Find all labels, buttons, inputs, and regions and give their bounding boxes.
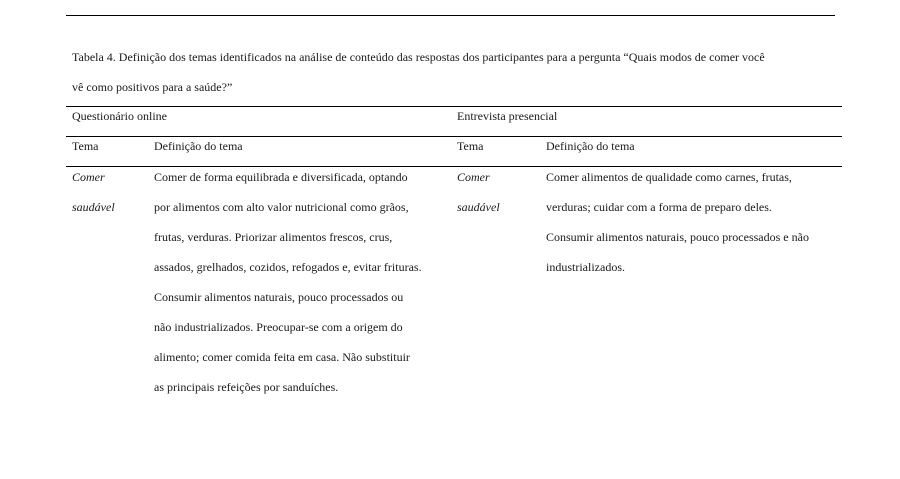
top-rule [66,15,835,16]
online-definicao-line: as principais refeições por sanduíches. [154,380,339,394]
online-definicao-line: alimento; comer comida feita em casa. Não substituir [154,350,410,364]
presencial-definicao-cell [546,162,809,282]
presencial-definicao-line: Consumir alimentos naturais, pouco processados e não [546,230,809,244]
column-header-tema-online: Tema [72,139,99,153]
column-header-definicao-online: Definição do tema [154,139,243,153]
presencial-tema-cell [457,162,500,222]
table-caption [72,42,842,102]
presencial-definicao-line: verduras; cuidar com a forma de preparo deles. [546,200,772,214]
online-definicao-line: Consumir alimentos naturais, pouco processados ou [154,290,404,304]
group-header-online: Questionário online [72,109,167,123]
column-header-definicao-presencial: Definição do tema [546,139,635,153]
presencial-definicao-line: Comer alimentos de qualidade como carnes, frutas, [546,170,792,184]
table-rule-top [66,106,842,107]
online-definicao-line: assados, grelhados, cozidos, refogados e, evitar frituras. [154,260,422,274]
online-tema-line: saudável [72,200,115,214]
group-header-presencial: Entrevista presencial [457,109,558,123]
online-definicao-line: frutas, verduras. Priorizar alimentos frescos, crus, [154,230,393,244]
online-definicao-line: por alimentos com alto valor nutricional como grãos, [154,200,409,214]
presencial-definicao-line: industrializados. [546,260,625,274]
online-tema-cell [72,162,115,222]
online-definicao-cell [154,162,422,402]
online-definicao-line: Comer de forma equilibrada e diversificada, optando [154,170,408,184]
presencial-tema-line: Comer [457,170,490,184]
online-definicao-line: não industrializados. Preocupar-se com a origem do [154,320,403,334]
online-tema-line: Comer [72,170,105,184]
column-header-tema-presencial: Tema [457,139,484,153]
caption-line-2: vê como positivos para a saúde?” [72,80,233,94]
presencial-tema-line: saudável [457,200,500,214]
caption-line-1: Tabela 4. Definição dos temas identificados na análise de conteúdo das respostas dos participantes para a pergunta “Quais modos de comer você [72,50,765,64]
